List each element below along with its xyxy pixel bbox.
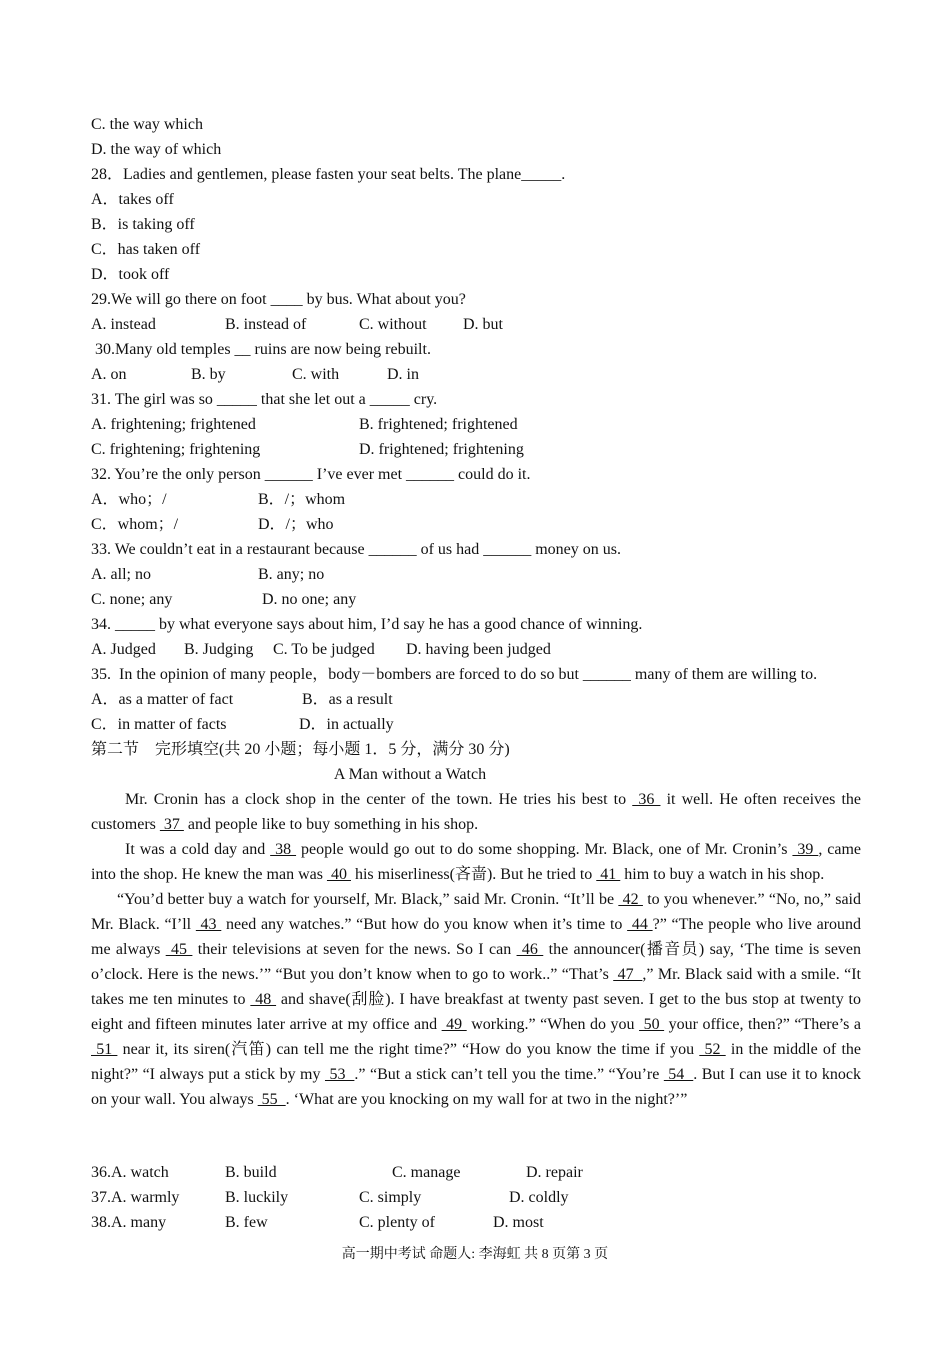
question-28: 28．Ladies and gentlemen, please fasten your seat belts. The plane_____. bbox=[91, 166, 566, 183]
option-c: C. plenty of bbox=[359, 1214, 435, 1231]
option-b: B. instead of bbox=[225, 316, 307, 333]
section-heading: 第二节 完形填空(共 20 小题；每小题 1．5 分，满分 30 分) bbox=[91, 741, 510, 758]
cloze-blank: 43 bbox=[195, 916, 222, 933]
passage-text: “You’d better buy a watch for yourself, Mr. Black,” said Mr. Cronin. “It’ll be bbox=[117, 891, 619, 908]
cloze-blank: 54 bbox=[663, 1066, 694, 1083]
option-b: B．as a result bbox=[302, 691, 393, 708]
question-31-options-cd bbox=[91, 437, 791, 462]
passage-text: ,” Mr. Black said with a smile. “It takes me ten minutes to bbox=[91, 966, 862, 1008]
passage-text: .” “But a stick can’t tell you the time.” “You’re bbox=[354, 1066, 664, 1083]
passage-body bbox=[91, 787, 861, 1112]
cloze-blank: 44 bbox=[627, 916, 653, 933]
question-33: 33. We couldn’t eat in a restaurant because ______ of us had ______ money on us. bbox=[91, 541, 621, 558]
passage-text: , came into the shop. He knew the man was bbox=[91, 841, 862, 883]
question-32-options-cd bbox=[91, 512, 791, 537]
passage-text: him to buy a watch in his shop. bbox=[620, 866, 825, 883]
passage-title: A Man without a Watch bbox=[333, 766, 487, 783]
passage-paragraph-3 bbox=[91, 887, 861, 1112]
cloze-blank: 50 bbox=[639, 1016, 665, 1033]
passage-text: in the middle of the night?” “I always put a stick by my bbox=[91, 1041, 862, 1083]
passage-text: near it, its siren(汽笛) can tell me the right time?” “How do you know the time if you bbox=[117, 1041, 700, 1058]
passage-text: people would go out to do some shopping. Mr. Black, one of Mr. Cronin’s bbox=[296, 841, 793, 858]
option-b: B．/；whom bbox=[258, 491, 346, 508]
passage-text: It was a cold day and bbox=[125, 841, 271, 858]
option-a: A．as a matter of fact bbox=[91, 691, 234, 708]
option-d: D. no one; any bbox=[262, 591, 357, 608]
option-d: D．/；who bbox=[258, 516, 334, 533]
question-32-options-ab bbox=[91, 487, 791, 512]
question-38-options bbox=[91, 1210, 791, 1235]
question-28-option-d: D．took off bbox=[91, 266, 170, 283]
option-b: B. frightened; frightened bbox=[359, 416, 518, 433]
question-35: 35. In the opinion of many people，body－bombers are forced to do so but ______ many of them are willing to. bbox=[91, 666, 818, 683]
option-d: D. coldly bbox=[509, 1189, 569, 1206]
option-a: A. instead bbox=[91, 316, 156, 333]
option-b: B. few bbox=[225, 1214, 268, 1231]
cloze-blank: 36 bbox=[632, 791, 661, 808]
option-a: A. frightening; frightened bbox=[91, 416, 256, 433]
cloze-blank: 45 bbox=[165, 941, 193, 958]
option-line: D. the way of which bbox=[91, 141, 222, 158]
passage-text: ?” “The people who live around me always bbox=[91, 916, 862, 958]
option-b: B. by bbox=[191, 366, 226, 383]
cloze-blank: 53 bbox=[324, 1066, 355, 1083]
passage-text: working.” “When do you bbox=[466, 1016, 640, 1033]
question-31: 31. The girl was so _____ that she let out a _____ cry. bbox=[91, 391, 438, 408]
page-footer: 高一期中考试 命题人: 李海虹 共 8 页第 3 页 bbox=[341, 1247, 609, 1262]
passage-text: his miserliness(吝啬). But he tried to bbox=[350, 866, 597, 883]
cloze-blank: 55 bbox=[257, 1091, 286, 1108]
option-d: D. having been judged bbox=[406, 641, 551, 658]
cloze-blank: 48 bbox=[250, 991, 277, 1008]
option-a: 38.A. many bbox=[91, 1214, 167, 1231]
passage-text: . But I can use it to knock on your wall. You always bbox=[91, 1066, 862, 1108]
option-c: C. manage bbox=[392, 1164, 461, 1181]
question-29: 29.We will go there on foot ____ by bus. What about you? bbox=[91, 291, 466, 308]
question-33-options-ab bbox=[91, 562, 791, 587]
option-d: D. most bbox=[493, 1214, 544, 1231]
option-a: A. all; no bbox=[91, 566, 151, 583]
passage-paragraph-1 bbox=[91, 787, 861, 837]
question-28-option-b: B．is taking off bbox=[91, 216, 195, 233]
passage-text: Mr. Cronin has a clock shop in the center of the town. He tries his best to bbox=[125, 791, 633, 808]
passage-text: and people like to buy something in his shop. bbox=[183, 816, 479, 833]
cloze-blank: 49 bbox=[441, 1016, 467, 1033]
option-a: A．who；/ bbox=[91, 491, 167, 508]
option-c: C. without bbox=[359, 316, 427, 333]
cloze-blank: 46 bbox=[516, 941, 544, 958]
cloze-blank: 47 bbox=[613, 966, 643, 983]
question-35-options-ab bbox=[91, 687, 791, 712]
question-34: 34. _____ by what everyone says about him, I’d say he has a good chance of winning. bbox=[91, 616, 643, 633]
question-35-options-cd bbox=[91, 712, 791, 737]
passage-text: their televisions at seven for the news. So I can bbox=[192, 941, 517, 958]
option-c: C．in matter of facts bbox=[91, 716, 227, 733]
option-b: B. Judging bbox=[184, 641, 254, 658]
passage-text: your office, then?” “There’s a bbox=[664, 1016, 862, 1033]
cloze-blank: 42 bbox=[618, 891, 643, 908]
option-c: C. frightening; frightening bbox=[91, 441, 261, 458]
cloze-blank: 40 bbox=[326, 866, 351, 883]
cloze-blank: 51 bbox=[91, 1041, 118, 1058]
cloze-blank: 37 bbox=[159, 816, 184, 833]
option-a: 37.A. warmly bbox=[91, 1189, 180, 1206]
question-31-options-ab bbox=[91, 412, 791, 437]
option-c: C. To be judged bbox=[273, 641, 375, 658]
question-37-options bbox=[91, 1185, 791, 1210]
question-28-option-a: A．takes off bbox=[91, 191, 174, 208]
question-30-options bbox=[91, 362, 791, 387]
option-b: B. any; no bbox=[258, 566, 325, 583]
option-d: D. in bbox=[387, 366, 419, 383]
option-a: A. on bbox=[91, 366, 127, 383]
question-36-options bbox=[91, 1160, 791, 1185]
question-30: 30.Many old temples __ ruins are now being rebuilt. bbox=[91, 341, 431, 358]
option-c: C．whom；/ bbox=[91, 516, 179, 533]
option-d: D. repair bbox=[526, 1164, 583, 1181]
passage-text: and shave(刮脸). I have breakfast at twenty past seven. I get to the bus stop at twenty to eight and fifteen minutes later arrive at my office and bbox=[91, 991, 861, 1033]
question-32: 32. You’re the only person ______ I’ve ever met ______ could do it. bbox=[91, 466, 531, 483]
option-b: B. luckily bbox=[225, 1189, 289, 1206]
question-28-option-c: C．has taken off bbox=[91, 241, 201, 258]
option-c: C. with bbox=[292, 366, 340, 383]
option-d: D. frightened; frightening bbox=[359, 441, 524, 458]
passage-paragraph-2 bbox=[91, 837, 861, 887]
option-d: D．in actually bbox=[299, 716, 394, 733]
passage-text: to you whenever.” “No, no,” said Mr. Black. “I’ll bbox=[91, 891, 862, 933]
option-a: 36.A. watch bbox=[91, 1164, 169, 1181]
option-d: D. but bbox=[463, 316, 503, 333]
passage-text: it well. He often receives the customers bbox=[91, 791, 862, 833]
passage-text: need any watches.” “But how do you know when it’s time to bbox=[221, 916, 628, 933]
question-29-options bbox=[91, 312, 791, 337]
cloze-blank: 41 bbox=[596, 866, 621, 883]
passage-text: the announcer(播音员) say, ‘The time is seven o’clock. Here is the news.’” “But you don’t know when to go to work..” “That’s bbox=[91, 941, 862, 983]
option-c: C. simply bbox=[359, 1189, 422, 1206]
question-33-options-cd bbox=[91, 587, 791, 612]
option-b: B. build bbox=[225, 1164, 277, 1181]
option-a: A. Judged bbox=[91, 641, 156, 658]
cloze-blank: 38 bbox=[270, 841, 297, 858]
question-34-options bbox=[91, 637, 791, 662]
passage-text: . ‘What are you knocking on my wall for at two in the night?’” bbox=[285, 1091, 688, 1108]
option-line: C. the way which bbox=[91, 116, 203, 133]
option-c: C. none; any bbox=[91, 591, 173, 608]
cloze-blank: 52 bbox=[699, 1041, 726, 1058]
cloze-blank: 39 bbox=[792, 841, 819, 858]
